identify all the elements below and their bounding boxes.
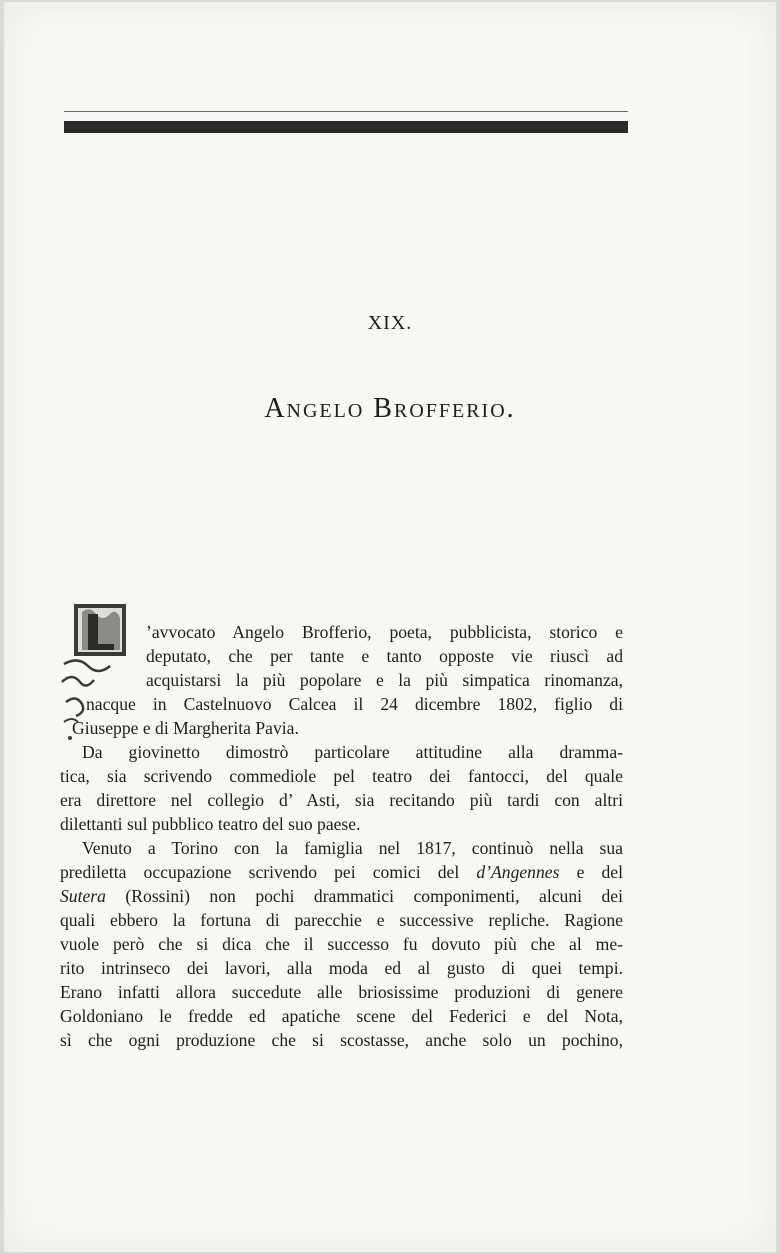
text-line: era direttore nel collegio d’ Asti, sia recitando più tardi con altri (60, 790, 623, 810)
text-line: acquistarsi la più popolare e la più simpatica rinomanza, (146, 670, 623, 690)
text-line: vuole però che si dica che il successo fu dovuto più che al me- (60, 934, 623, 954)
text-line: Goldoniano le fredde ed apatiche scene del Federici e del Nota, (60, 1006, 623, 1026)
text-italic: Sutera (60, 886, 106, 906)
text-line (60, 884, 623, 908)
text-segment: prediletta occupazione scrivendo pei comici del (60, 862, 477, 882)
text-line: sì che ogni produzione che si scostasse, anche solo un pochino, (60, 1030, 623, 1050)
text-italic: d’Angennes (476, 862, 560, 882)
text-line: Giuseppe e di Margherita Pavia. (72, 718, 299, 738)
text-line: nacque in Castelnuovo Calcea il 24 dicembre 1802, figlio di (86, 694, 623, 714)
text-line: ’avvocato Angelo Brofferio, poeta, pubblicista, storico e (146, 622, 623, 642)
text-line: rito intrinseco dei lavori, alla moda ed al gusto di quei tempi. (60, 958, 623, 978)
text-line: Da giovinetto dimostrò particolare attitudine alla dramma- (82, 742, 623, 762)
text-line: tica, sia scrivendo commediole pel teatro dei fantocci, del quale (60, 766, 623, 786)
header-thick-rule (64, 121, 628, 133)
text-line: deputato, che per tante e tanto opposte vie riuscì ad (146, 646, 623, 666)
text-line: quali ebbero la fortuna di parecchie e successive repliche. Ragione (60, 910, 623, 930)
chapter-title: Angelo Brofferio. (264, 393, 516, 424)
text-line: dilettanti sul pubblico teatro del suo paese. (60, 814, 361, 834)
chapter-number: XIX. (367, 312, 413, 334)
text-segment: e del (559, 862, 623, 882)
text-line (60, 860, 623, 884)
text-line: Erano infatti allora succedute alle briosissime produzioni di genere (60, 982, 623, 1002)
text-line: Venuto a Torino con la famiglia nel 1817, continuò nella sua (82, 838, 623, 858)
header-thin-rule (64, 111, 628, 112)
text-segment: (Rossini) non pochi drammatici componimenti, alcuni dei (105, 886, 623, 906)
body-text (60, 620, 623, 1052)
